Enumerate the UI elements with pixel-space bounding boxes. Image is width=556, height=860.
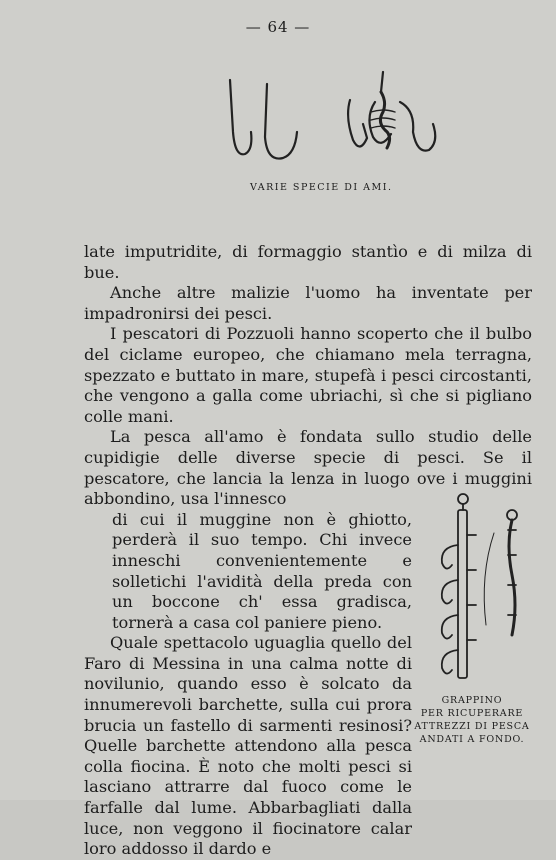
paragraph: late imputridite, di formaggio stantìo e di milza di bue. [84, 242, 532, 282]
hook-2 [265, 84, 297, 159]
figure-caption-grappino [412, 694, 532, 746]
paragraph: Quale spettacolo uguaglia quello del Faro di Messina in una calma notte di novilunio, quando esso è solcato da innumerevoli barchette, sulla cui prora brucia un fastello di sarmenti resinosi? Quelle barchette attendono alla pesca colla fiocina. È noto che molti pesci si lasciano attrarre dal fuoco come le farfalle dal lume. Abbarbagliati dalla luce, non veggono il fiocinatore calar loro addosso il dardo e [84, 633, 412, 859]
hook-3 [348, 100, 367, 147]
fish-hooks-illustration [215, 62, 445, 172]
paragraph: Anche altre malizie l'uomo ha inventate per impadronirsi dei pesci. [84, 283, 532, 323]
caption-line: ANDATI A FONDO. [419, 734, 525, 745]
caption-line: ATTREZZI DI PESCA [414, 721, 530, 732]
caption-line: PER RICUPERARE [420, 708, 524, 719]
hook-1 [230, 80, 251, 154]
page-number: — 64 — [245, 18, 311, 36]
paragraph: di cui il muggine non è ghiotto, perderà il suo tempo. Chi invece inneschi convenientemente e solletichi l'avidità della preda con un boccone ch' essa gradisca, tornerà a casa col paniere pieno. [112, 509, 412, 632]
caption-line: GRAPPINO [441, 695, 503, 706]
figure-caption-hooks: VARIE SPECIE DI AMI. [250, 182, 393, 193]
paragraph: I pescatori di Pozzuoli hanno scoperto che il bulbo del ciclame europeo, che chiamano mela terragna, spezzato e buttato in mare, stupefà i pesci circostanti, che vengono a galla come ubriachi, sì che si pigliano colle mani. [84, 324, 532, 426]
grappino-illustration [420, 485, 530, 685]
hook-5 [400, 102, 435, 151]
paragraph: La pesca all'amo è fondata sullo studio delle cupidigie delle diverse specie di pesci. Se il pescatore, che lancia la lenza in luogo ove i muggini abbondino, usa l'innesco [84, 427, 532, 509]
